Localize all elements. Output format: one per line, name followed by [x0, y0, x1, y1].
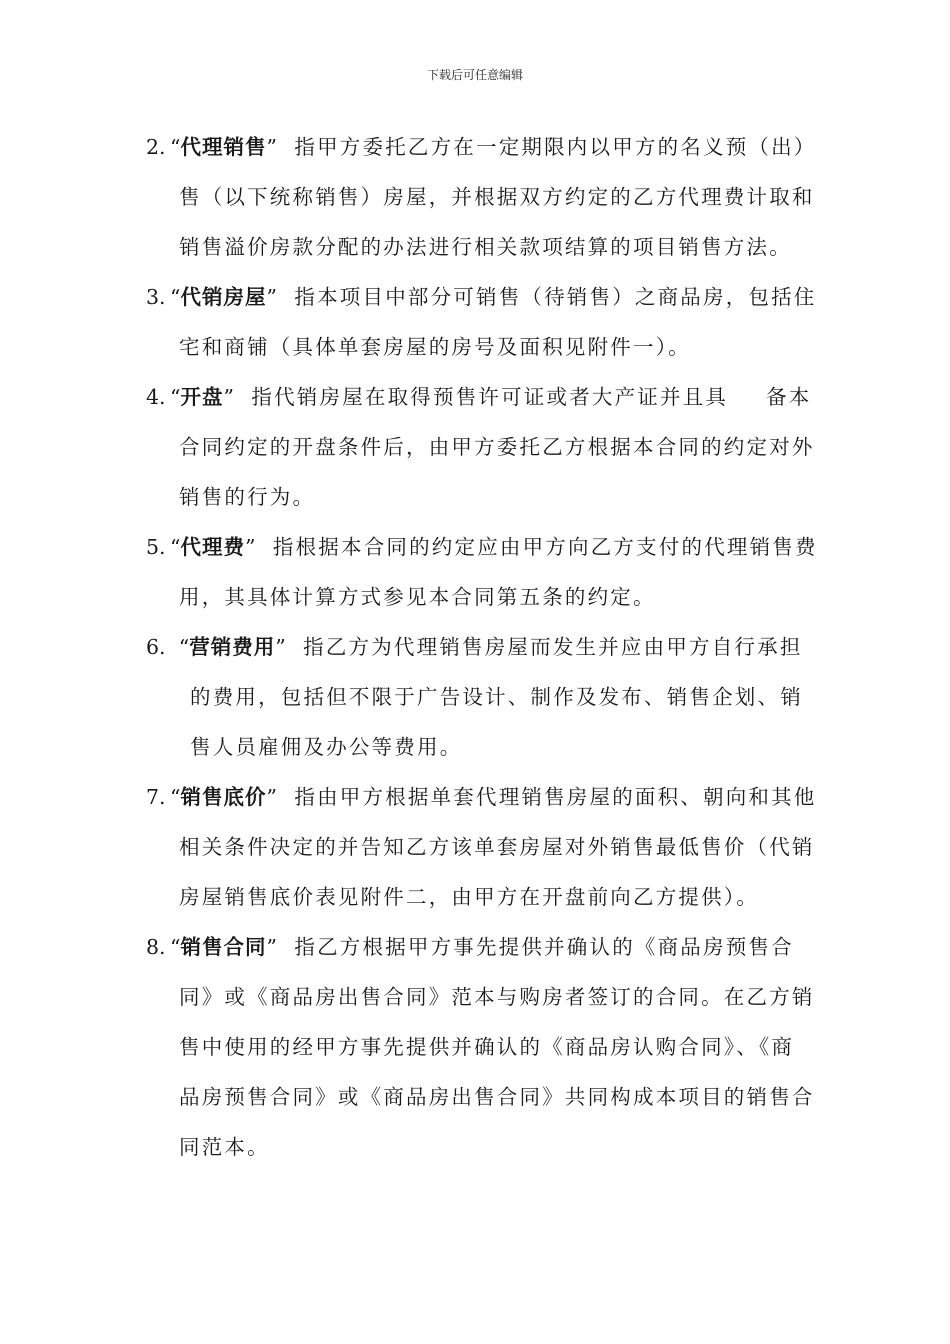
definition-item-3: 3. “代销房屋” 指本项目中部分可销售（待销售）之商品房，包括住 宅和商铺（具体单套房屋的房号及面积见附件一）。 [146, 272, 808, 372]
definition-text: 指本项目中部分可销售（待销售）之商品房，包括住 [294, 285, 817, 309]
definition-continuation: 同》或《商品房出售合同》范本与购房者签订的合同。在乙方销 [179, 985, 815, 1009]
definition-item-5: 5. “代理费” 指根据本合同的约定应由甲方向乙方支付的代理销售费 用，其具体计算方式参见本合同第五条的约定。 [146, 522, 808, 622]
definition-continuation: 品房预售合同》或《商品房出售合同》共同构成本项目的销售合 [179, 1085, 815, 1109]
definition-continuation: 售（以下统称销售）房屋，并根据双方约定的乙方代理费计取和 [179, 185, 815, 209]
defined-term: 代理费 [180, 535, 245, 559]
item-number: 5. [146, 535, 166, 559]
defined-term: 销售底价 [180, 785, 267, 809]
definition-continuation: 的费用，包括但不限于广告设计、制作及发布、销售企划、销 [190, 685, 803, 709]
definition-text: 指代销房屋在取得预售许可证或者大产证并且具 [251, 385, 729, 409]
definition-continuation: 销售溢价房款分配的办法进行相关款项结算的项目销售方法。 [179, 235, 792, 259]
defined-term: 营销费用 [189, 635, 276, 659]
item-number: 3. [146, 285, 166, 309]
item-number: 6. [146, 635, 166, 659]
definition-text: 指乙方为代理销售房屋而发生并应由甲方自行承担 [303, 635, 803, 659]
item-number: 8. [146, 935, 166, 959]
definition-continuation: 同范本。 [179, 1135, 270, 1159]
definition-item-6: 6. “营销费用” 指乙方为代理销售房屋而发生并应由甲方自行承担 的费用，包括但不限于广告设计、制作及发布、销售企划、销 售人员雇佣及办公等费用。 [146, 622, 808, 772]
definition-item-2: 2. “代理销售” 指甲方委托乙方在一定期限内以甲方的名义预（出） 售（以下统称销售）房屋，并根据双方约定的乙方代理费计取和 销售溢价房款分配的办法进行相关款项结算的项目销售方法。 [146, 122, 808, 272]
definition-text-tail: 备本 [766, 385, 812, 409]
item-number: 7. [146, 785, 166, 809]
definition-continuation: 用，其具体计算方式参见本合同第五条的约定。 [179, 585, 656, 609]
definition-item-7: 7. “销售底价” 指由甲方根据单套代理销售房屋的面积、朝向和其他 相关条件决定的并告知乙方该单套房屋对外销售最低售价（代销 房屋销售底价表见附件二，由甲方在开盘前向乙方提供）。 [146, 772, 808, 922]
definition-item-4: 4. “开盘” 指代销房屋在取得预售许可证或者大产证并且具 备本 合同约定的开盘条件后，由甲方委托乙方根据本合同的约定对外 销售的行为。 [146, 372, 808, 522]
definition-text: 指甲方委托乙方在一定期限内以甲方的名义预（出） [294, 135, 817, 159]
definition-continuation: 房屋销售底价表见附件二，由甲方在开盘前向乙方提供）。 [179, 885, 759, 909]
definition-text: 指由甲方根据单套代理销售房屋的面积、朝向和其他 [294, 785, 817, 809]
item-number: 4. [146, 385, 166, 409]
definition-continuation: 相关条件决定的并告知乙方该单套房屋对外销售最低售价（代销 [179, 835, 815, 859]
definition-text: 指乙方根据甲方事先提供并确认的《商品房预售合 [294, 935, 794, 959]
item-number: 2. [146, 135, 166, 159]
definitions-list [146, 122, 818, 1172]
definition-continuation: 售人员雇佣及办公等费用。 [190, 735, 463, 759]
page-header: 下载后可任意编辑 [426, 68, 523, 82]
defined-term: 开盘 [180, 385, 224, 409]
definition-continuation: 合同约定的开盘条件后，由甲方委托乙方根据本合同的约定对外 [179, 435, 815, 459]
defined-term: 销售合同 [180, 935, 267, 959]
definition-continuation: 销售的行为。 [179, 485, 316, 509]
defined-term: 代理销售 [180, 135, 267, 159]
definition-item-8: 8. “销售合同” 指乙方根据甲方事先提供并确认的《商品房预售合 同》或《商品房出售合同》范本与购房者签订的合同。在乙方销 售中使用的经甲方事先提供并确认的《商品房认购合同》、《商 品房预售合同》或《商品房出售合同》共同构成本项目的销售合 同范本。 [146, 922, 808, 1172]
definition-text: 指根据本合同的约定应由甲方向乙方支付的代理销售费 [272, 535, 818, 559]
defined-term: 代销房屋 [180, 285, 267, 309]
definition-continuation: 宅和商铺（具体单套房屋的房号及面积见附件一）。 [179, 335, 691, 359]
definition-continuation: 售中使用的经甲方事先提供并确认的《商品房认购合同》、《商 [179, 1035, 795, 1059]
